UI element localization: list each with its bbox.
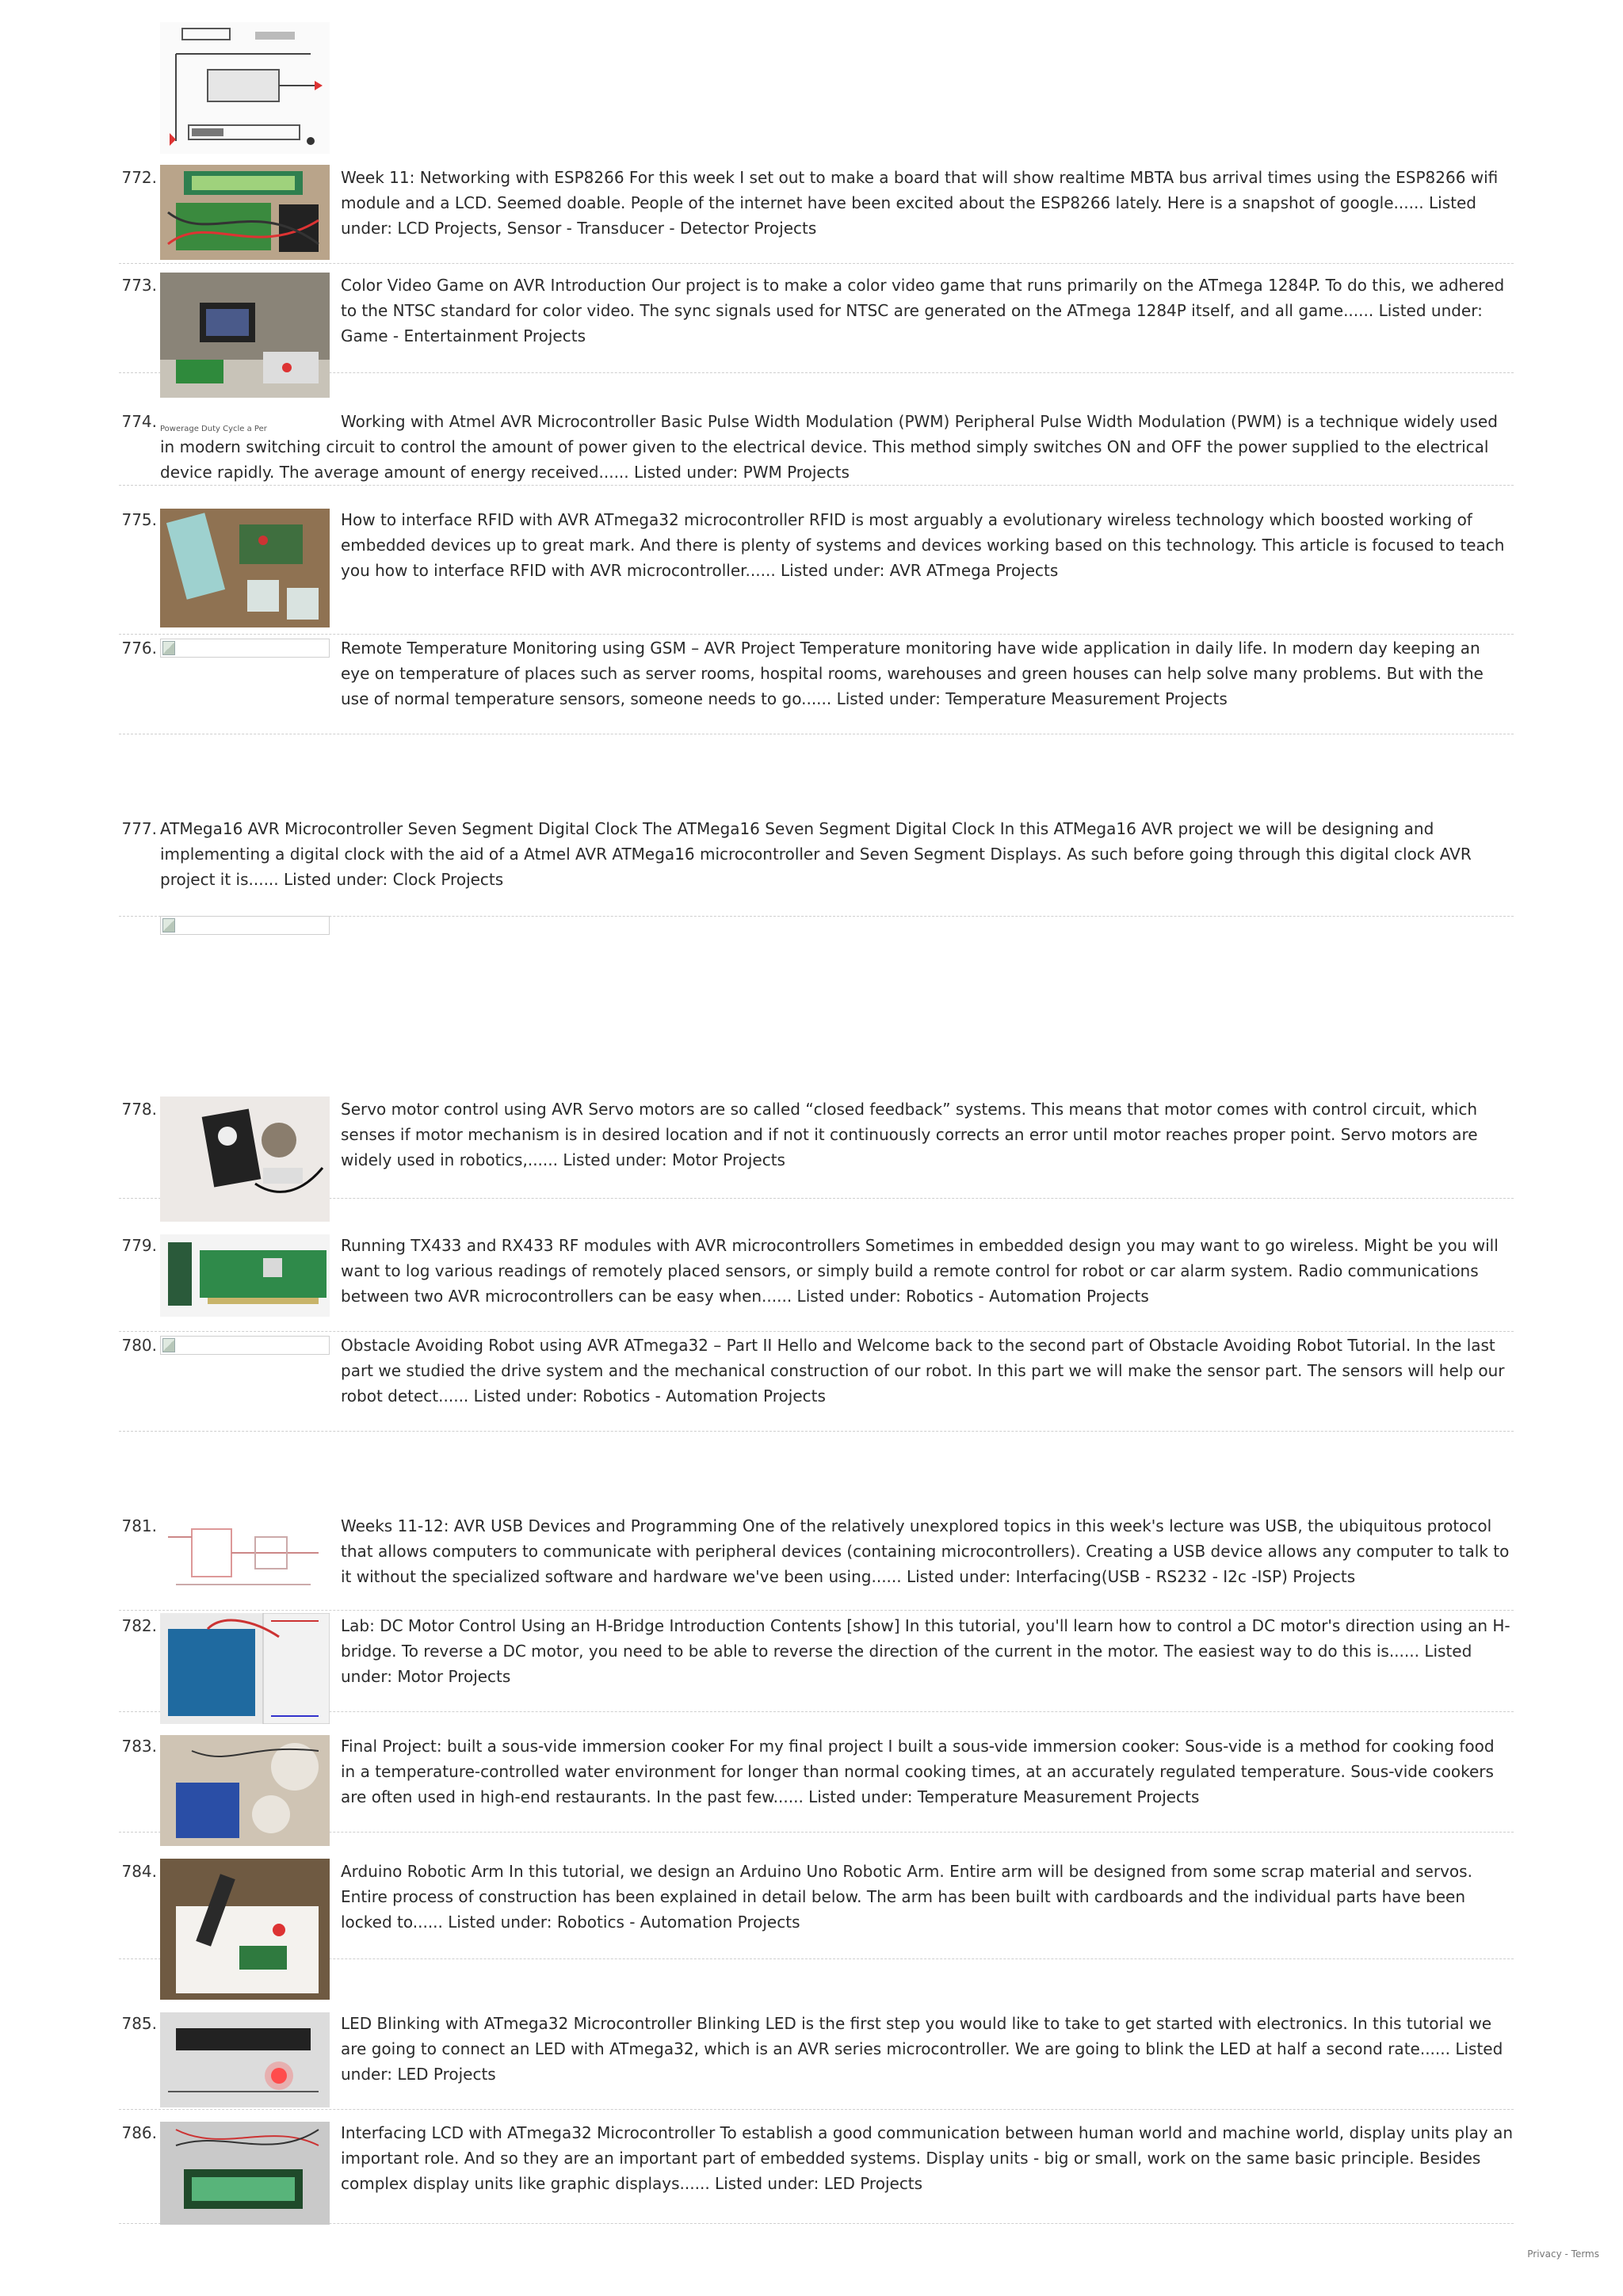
list-item [119, 1859, 1514, 1959]
item-text[interactable]: Weeks 11-12: AVR USB Devices and Programming One of the relatively unexplored topics in this week's lecture was USB, the ubiquitous protocol that allows computers to communicate with peripheral devices (containing microcontrollers). Creating a USB device allows any computer to talk to it without the specialized software and hardware we've been using...... Listed under: Interfacing(USB - RS232 - I2c -ISP) Projects [341, 1516, 1510, 1586]
item-text[interactable]: Running TX433 and RX433 RF modules with AVR microcontrollers Sometimes in embedded design you may want to go wireless. Might be you will want to log various readings of remotely placed sensors, or simply build a remote control for robot or car alarm system. Radio communications between two AVR microcontrollers can be easy when...... Listed under: Robotics - Automation Projects [341, 1236, 1499, 1306]
list-item [119, 409, 1514, 486]
item-text[interactable]: ATMega16 AVR Microcontroller Seven Segment Digital Clock The ATMega16 Seven Segment Digital Clock In this ATMega16 AVR project we will be designing and implementing a digital clock with the aid of a Atmel AVR ATMega16 microcontroller and Seven Segment Displays. As such before going through this digital clock AVR project it is...... Listed under: Clock Projects [160, 819, 1472, 889]
item-number: 781. [121, 1516, 157, 1535]
list-item [119, 1513, 1514, 1611]
item-text[interactable]: Final Project: built a sous-vide immersion cooker For my final project I built a sous-vide immersion cooker: Sous-vide is a method for cooking food in a temperature-controlled water environment for longer than normal cooking times, at an accurately regulated temperature. Sous-vide cookers are often used in high-end restaurants. In the past few...... Listed under: Temperature Measurement Projects [341, 1737, 1495, 1806]
esp8266-board-thumbnail[interactable] [160, 165, 330, 260]
led-breadboard-thumbnail[interactable] [160, 2012, 330, 2107]
robotic-arm-thumbnail[interactable] [160, 1859, 330, 2000]
servo-motor-thumbnail[interactable] [160, 1097, 330, 1222]
item-number: 783. [121, 1737, 157, 1756]
broken-image-icon[interactable] [160, 1336, 330, 1355]
list-item [119, 162, 1514, 264]
rf-module-thumbnail[interactable] [160, 1234, 330, 1317]
list-item [119, 271, 1514, 373]
item-number: 774. [121, 412, 157, 431]
item-text[interactable]: Week 11: Networking with ESP8266 For this week I set out to make a board that will show realtime MBTA bus arrival times using the ESP8266 wifi module and a LCD. Seemed doable. People of the internet have been excited about the ESP8266 lately. Here is a snapshot of google...... Listed under: LCD Projects, Sensor - Transducer - Detector Projects [341, 168, 1499, 238]
item-text[interactable]: Lab: DC Motor Control Using an H-Bridge Introduction Contents [show] In this tutorial, you'll learn how to control a DC motor's direction using an H-bridge. To reverse a DC motor, you need to be able to reverse the direction of the current in the motor. The easiest way to do this is...... Listed under: Motor Projects [341, 1616, 1510, 1686]
item-text[interactable]: Remote Temperature Monitoring using GSM – AVR Project Temperature monitoring have wide application in daily life. In modern day keeping an eye on temperature of places such as server rooms, hospital rooms, warehouses and green houses can help solve many problems. But with the use of normal temperature sensors, someone needs to go...... Listed under: Temperature Measurement Projects [341, 639, 1484, 708]
thumbnail-caption: Powerage Duty Cycle a Per [160, 425, 267, 433]
list-item [119, 816, 1514, 917]
list-item [119, 635, 1514, 734]
item-text[interactable]: LED Blinking with ATmega32 Microcontroller Blinking LED is the first step you would like to take to get started with electronics. In this tutorial we are going to connect an LED with ATmega32, which is an AVR series microcontroller. We are going to blink the LED at half a second rate...... Listed under: LED Projects [341, 2014, 1503, 2084]
item-text[interactable]: Arduino Robotic Arm In this tutorial, we design an Arduino Uno Robotic Arm. Entire arm will be designed from some scrap material and servos. Entire process of construction has been explained in detail below. The arm has been built with cardboards and the individual parts have been locked to...... Listed under: Robotics - Automation Projects [341, 1862, 1472, 1932]
item-number: 772. [121, 168, 157, 187]
list-item [119, 1733, 1514, 1833]
broken-image-icon[interactable] [160, 639, 330, 658]
schematic-thumbnail-top[interactable] [160, 22, 330, 154]
list-item [119, 1233, 1514, 1332]
item-number: 780. [121, 1336, 157, 1355]
item-number: 779. [121, 1236, 157, 1255]
list-item [119, 2120, 1514, 2224]
item-text[interactable]: Working with Atmel AVR Microcontroller Basic Pulse Width Modulation (PWM) Peripheral Pulse Width Modulation (PWM) is a technique widely used in modern switching circuit to control the amount of power given to the electrical device. This method simply switches ON and OFF the power supplied to the electrical device rapidly. The average amount of energy received...... Listed under: PWM Projects [160, 412, 1498, 482]
item-number: 775. [121, 510, 157, 529]
h-bridge-thumbnail[interactable] [160, 1613, 330, 1724]
item-number: 784. [121, 1862, 157, 1881]
lcd-interface-thumbnail[interactable] [160, 2122, 330, 2225]
item-number: 776. [121, 639, 157, 658]
list-item [119, 2011, 1514, 2110]
item-text[interactable]: Color Video Game on AVR Introduction Our project is to make a color video game that runs primarily on the ATmega 1284P. To do this, we adhered to the NTSC standard for color video. The sync signals used for NTSC are generated on the ATmega 1284P itself, and all game...... Listed under: Game - Entertainment Projects [341, 276, 1505, 345]
list-item [119, 1095, 1514, 1199]
list-item [119, 507, 1514, 635]
rfid-board-thumbnail[interactable] [160, 509, 330, 627]
list-item [119, 1613, 1514, 1712]
broken-image-icon[interactable] [160, 916, 330, 935]
item-number: 782. [121, 1616, 157, 1635]
item-number: 785. [121, 2014, 157, 2033]
item-text[interactable]: Interfacing LCD with ATmega32 Microcontroller To establish a good communication between human world and machine world, display units play an important role. And so they are an important part of embedded systems. Display units - big or small, work on the same basic principle. Besides complex display units like graphic displays...... Listed under: LED Projects [341, 2123, 1514, 2193]
list-item [119, 1333, 1514, 1432]
item-number: 786. [121, 2123, 157, 2142]
video-game-thumbnail[interactable] [160, 273, 330, 398]
item-text[interactable]: How to interface RFID with AVR ATmega32 microcontroller RFID is most arguably a evolutionary wireless technology which boosted working of embedded devices up to great mark. And there is plenty of systems and devices working based on this technology. This article is focused to teach you how to interface RFID with AVR microcontroller...... Listed under: AVR ATmega Projects [341, 510, 1505, 580]
item-text[interactable]: Obstacle Avoiding Robot using AVR ATmega32 – Part II Hello and Welcome back to the second part of Obstacle Avoiding Robot Tutorial. In the last part we studied the drive system and the mechanical construction of our robot. In this part we will make the sensor part. The sensors will help our robot detect...... Listed under: Robotics - Automation Projects [341, 1336, 1505, 1405]
item-number: 773. [121, 276, 157, 295]
item-number: 777. [121, 819, 157, 838]
usb-schematic-thumbnail[interactable] [160, 1513, 330, 1600]
privacy-terms-link[interactable]: Privacy - Terms [1527, 2248, 1599, 2260]
sous-vide-thumbnail[interactable] [160, 1735, 330, 1846]
item-number: 778. [121, 1100, 157, 1119]
item-text[interactable]: Servo motor control using AVR Servo motors are so called “closed feedback” systems. This means that motor comes with control circuit, which senses if motor mechanism is in desired location and if not it continuously corrects an error until motor reaches proper point. Servo motors are widely used in robotics,...... Listed under: Motor Projects [341, 1100, 1478, 1169]
